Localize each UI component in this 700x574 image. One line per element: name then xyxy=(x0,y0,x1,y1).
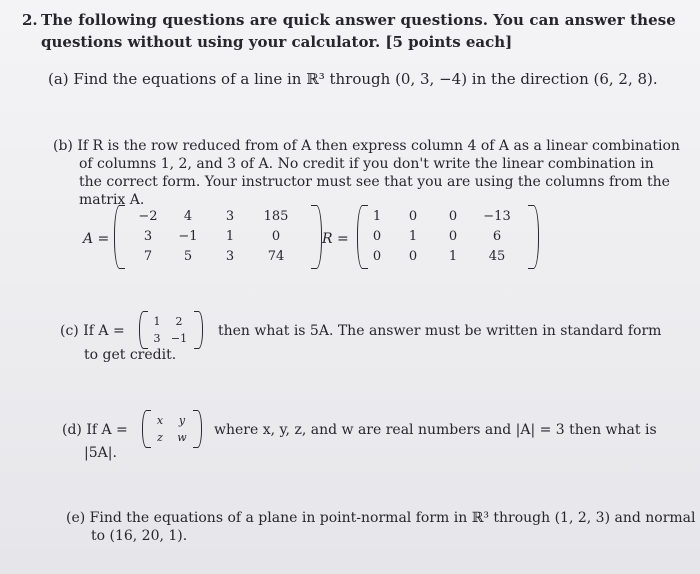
part-d-matrix xyxy=(142,410,202,448)
part-c-lead: (c) If A = xyxy=(60,323,125,339)
part-c-cell: −1 xyxy=(170,332,188,345)
part-c-cell: 2 xyxy=(175,315,183,328)
matrix-a-cell: −2 xyxy=(138,209,158,224)
part-d-line-2: |5A|. xyxy=(84,445,117,461)
part-c-matrix xyxy=(139,311,203,349)
part-e-line-1: (e) Find the equations of a plane in point-normal form in ℝ³ through (1, 2, 3) and normal xyxy=(66,510,696,526)
part-d-cell: y xyxy=(178,414,186,427)
matrix-r xyxy=(357,205,539,269)
matrix-a-right-paren xyxy=(311,205,322,269)
matrix-r-cell: 1 xyxy=(448,249,458,264)
matrix-a-cell: 185 xyxy=(263,209,289,224)
part-d-cell: x xyxy=(156,414,164,427)
part-d-lead: (d) If A = xyxy=(62,422,128,438)
matrix-a-label: A = xyxy=(83,231,110,247)
matrix-r-cell: 0 xyxy=(448,229,458,244)
matrix-r-cell: 0 xyxy=(372,229,382,244)
part-e-line-2: to (16, 20, 1). xyxy=(91,528,188,544)
part-d-cell: w xyxy=(177,431,187,444)
part-d-right-paren xyxy=(193,410,202,448)
matrix-r-cell: 0 xyxy=(448,209,458,224)
matrix-r-cell: 45 xyxy=(488,249,506,264)
question-number: 2. xyxy=(22,11,38,29)
matrix-r-cell: 1 xyxy=(372,209,382,224)
part-c-cell: 1 xyxy=(153,315,161,328)
matrix-a-left-paren xyxy=(114,205,125,269)
matrix-r-cell: 0 xyxy=(372,249,382,264)
part-c-trail: then what is 5A. The answer must be written in standard form xyxy=(218,323,662,339)
part-b-line-4: matrix A. xyxy=(79,192,145,208)
matrix-r-cell: 6 xyxy=(492,229,502,244)
part-b-line-1: (b) If R is the row reduced from of A then express column 4 of A as a linear combination xyxy=(53,138,680,154)
part-b-line-3: the correct form. Your instructor must see that you are using the columns from the xyxy=(79,174,670,190)
matrix-a xyxy=(114,205,322,269)
matrix-a-cell: 74 xyxy=(267,249,285,264)
matrix-a-cell: 4 xyxy=(183,209,193,224)
matrix-r-cell: 0 xyxy=(408,209,418,224)
intro-line-1: The following questions are quick answer questions. You can answer these xyxy=(41,11,676,29)
matrix-a-cell: −1 xyxy=(178,229,198,244)
matrix-a-cell: 1 xyxy=(225,229,235,244)
matrix-r-right-paren xyxy=(528,205,539,269)
part-d-cell: z xyxy=(157,431,163,444)
intro-line-2: questions without using your calculator. [5 points each] xyxy=(41,33,513,51)
matrix-a-cell: 0 xyxy=(271,229,281,244)
part-b-line-2: of columns 1, 2, and 3 of A. No credit if you don't write the linear combination in xyxy=(79,156,654,172)
part-c-line-2: to get credit. xyxy=(84,347,177,363)
matrix-a-cell: 3 xyxy=(143,229,153,244)
part-c-right-paren xyxy=(194,311,203,349)
matrix-r-label: R = xyxy=(322,231,349,247)
matrix-r-cell: 1 xyxy=(408,229,418,244)
matrix-a-cell: 5 xyxy=(183,249,193,264)
matrix-a-cell: 7 xyxy=(143,249,153,264)
matrix-r-cell: 0 xyxy=(408,249,418,264)
matrix-a-cell: 3 xyxy=(225,249,235,264)
part-d-trail: where x, y, z, and w are real numbers and |A| = 3 then what is xyxy=(214,422,657,438)
matrix-r-cell: −13 xyxy=(483,209,511,224)
part-c-cell: 3 xyxy=(153,332,161,345)
part-a-text: (a) Find the equations of a line in ℝ³ through (0, 3, −4) in the direction (6, 2, 8). xyxy=(48,70,658,88)
matrix-a-cell: 3 xyxy=(225,209,235,224)
